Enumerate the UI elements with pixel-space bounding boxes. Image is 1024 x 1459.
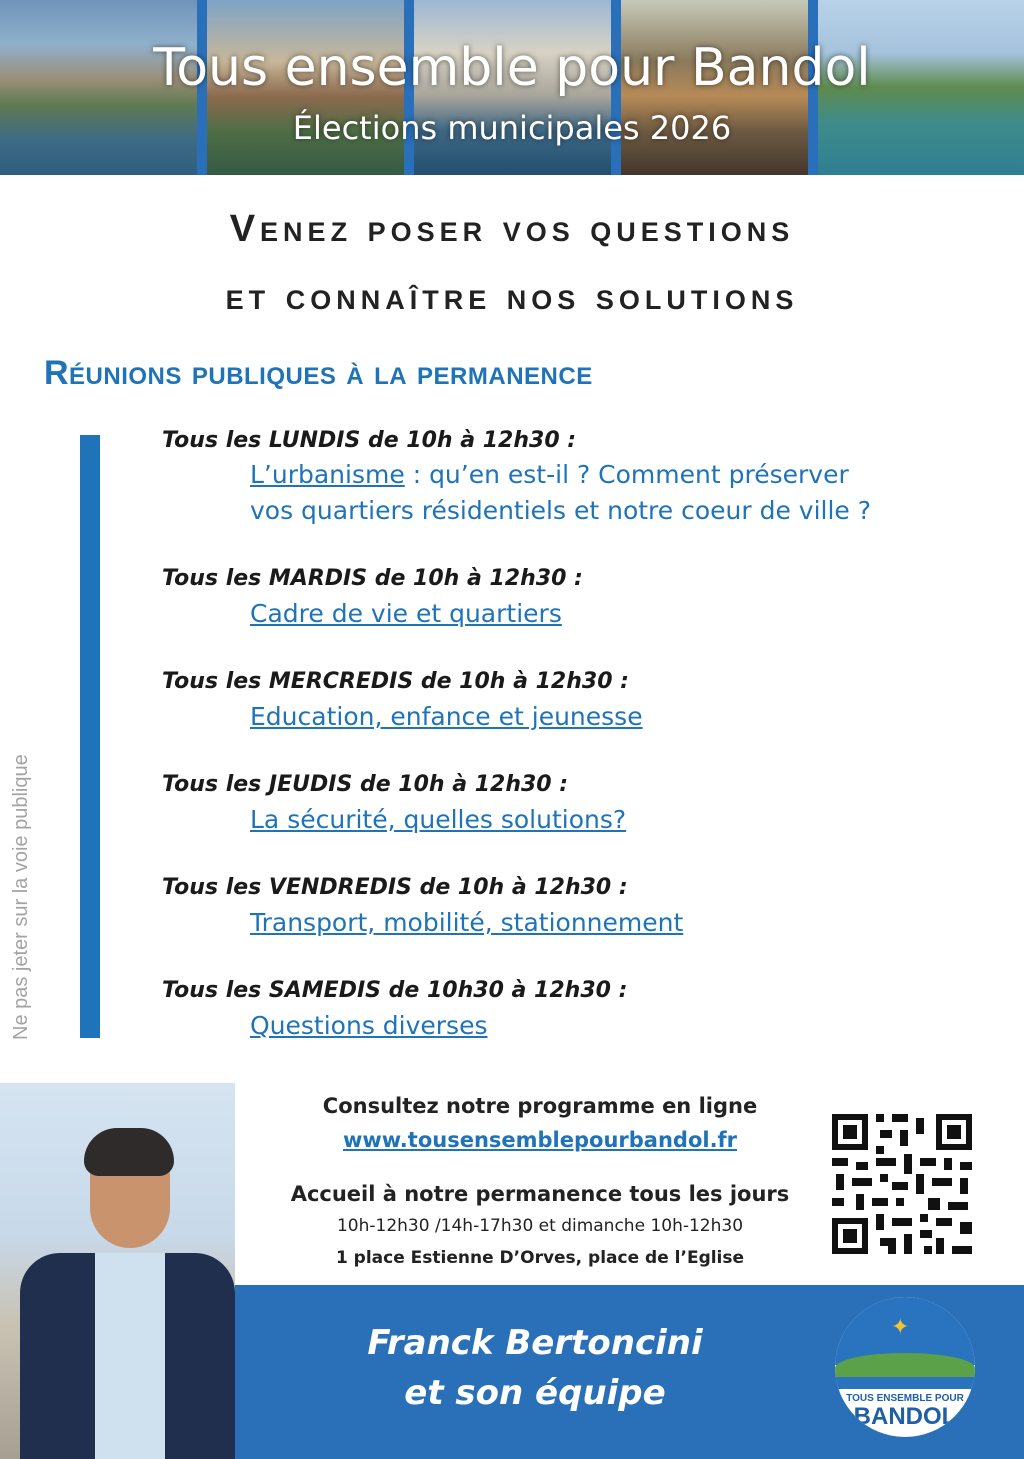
candidate-photo bbox=[0, 1083, 235, 1459]
section-title: Réunions publiques à la permanence bbox=[44, 354, 593, 392]
banner-subtitle: Élections municipales 2026 bbox=[292, 109, 732, 147]
topic-link-securite[interactable]: La sécurité, quelles solutions? bbox=[250, 805, 627, 834]
address: 1 place Estienne D’Orves, place de l’Eglise bbox=[335, 1248, 745, 1268]
topic-link-transport[interactable]: Transport, mobilité, stationnement bbox=[250, 908, 684, 937]
topic-link-questions-diverses[interactable]: Questions diverses bbox=[250, 1011, 488, 1040]
topic-text: : qu’en est-il ? Comment préserver bbox=[404, 460, 849, 489]
headline-line2: et connaître nos solutions bbox=[225, 276, 799, 318]
schedule-topic-monday bbox=[250, 457, 849, 493]
topic-link-education[interactable]: Education, enfance et jeunesse bbox=[250, 702, 643, 731]
photo-shirt bbox=[95, 1253, 165, 1459]
schedule-day-friday: Tous les VENDREDIS de 10h à 12h30 : bbox=[162, 875, 628, 900]
logo-text-line2: BANDOL bbox=[853, 1403, 957, 1430]
star-icon: ✦ bbox=[891, 1315, 910, 1340]
schedule-day-wednesday: Tous les MERCREDIS de 10h à 12h30 : bbox=[162, 669, 629, 694]
headline-line1: Venez poser vos questions bbox=[229, 208, 795, 250]
qr-code-icon[interactable] bbox=[828, 1110, 976, 1258]
programme-text: Consultez notre programme en ligne bbox=[322, 1094, 758, 1118]
schedule-day-monday: Tous les LUNDIS de 10h à 12h30 : bbox=[162, 428, 577, 453]
schedule-day-saturday: Tous les SAMEDIS de 10h30 à 12h30 : bbox=[162, 978, 628, 1003]
candidate-team: et son équipe bbox=[404, 1373, 666, 1413]
opening-hours: 10h-12h30 /14h-17h30 et dimanche 10h-12h30 bbox=[336, 1216, 744, 1236]
topic-link-urbanisme[interactable]: L’urbanisme bbox=[250, 460, 405, 489]
logo-sea bbox=[835, 1377, 975, 1389]
header-banner bbox=[0, 0, 1024, 175]
welcome-text: Accueil à notre permanence tous les jours bbox=[290, 1182, 790, 1206]
logo-text-line1: TOUS ENSEMBLE POUR bbox=[846, 1393, 964, 1404]
topic-link-cadre-de-vie[interactable]: Cadre de vie et quartiers bbox=[250, 599, 562, 628]
schedule-accent-bar bbox=[80, 435, 100, 1038]
schedule-day-thursday: Tous les JEUDIS de 10h à 12h30 : bbox=[162, 772, 569, 797]
schedule-day-tuesday: Tous les MARDIS de 10h à 12h30 : bbox=[162, 566, 583, 591]
schedule-topic-monday-line2: vos quartiers résidentiels et notre coeur de ville ? bbox=[250, 496, 872, 525]
candidate-name: Franck Bertoncini bbox=[367, 1323, 703, 1363]
website-link[interactable]: www.tousensemblepourbandol.fr bbox=[342, 1128, 738, 1152]
side-note: Ne pas jeter sur la voie publique bbox=[10, 754, 32, 1040]
photo-hair bbox=[84, 1128, 174, 1176]
banner-title: Tous ensemble pour Bandol bbox=[153, 38, 871, 98]
party-logo bbox=[835, 1297, 975, 1437]
